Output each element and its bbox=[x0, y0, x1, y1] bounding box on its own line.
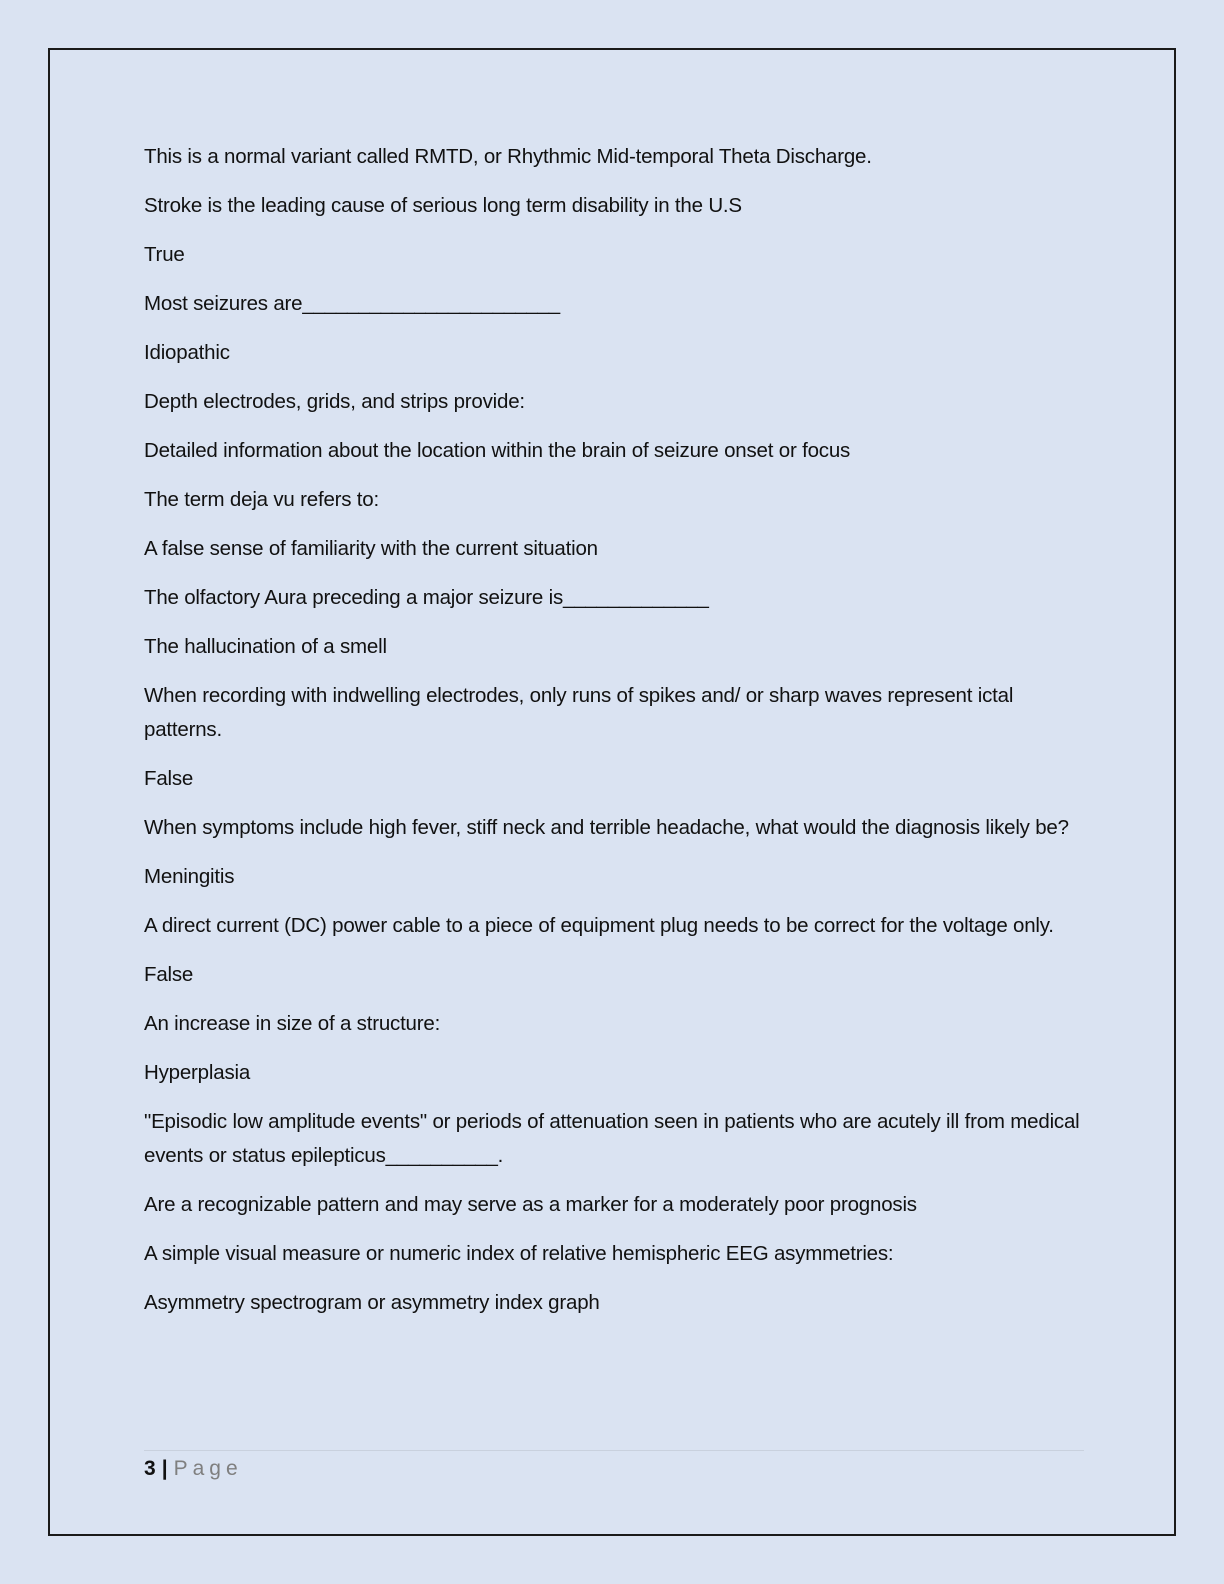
paragraph: False bbox=[144, 767, 194, 790]
paragraph: The term deja vu refers to: bbox=[144, 488, 380, 511]
paragraph: Are a recognizable pattern and may serve as a marker for a moderately poor prognosis bbox=[144, 1193, 917, 1216]
paragraph: "Episodic low amplitude events" or periods of attenuation seen in patients who are acutely ill from medical events or status epilepticus__________. bbox=[144, 1110, 1080, 1167]
paragraph: Asymmetry spectrogram or asymmetry index graph bbox=[144, 1291, 600, 1314]
paragraph: Idiopathic bbox=[144, 341, 230, 364]
paragraph: Meningitis bbox=[144, 865, 235, 888]
paragraph: Hyperplasia bbox=[144, 1061, 251, 1084]
paragraph: This is a normal variant called RMTD, or Rhythmic Mid-temporal Theta Discharge. bbox=[144, 145, 872, 168]
paragraph: Most seizures are_______________________ bbox=[144, 292, 561, 315]
paragraph: A false sense of familiarity with the current situation bbox=[144, 537, 598, 560]
page-footer bbox=[144, 1450, 1084, 1483]
paragraph: Stroke is the leading cause of serious long term disability in the U.S bbox=[144, 194, 742, 217]
paragraph: Detailed information about the location within the brain of seizure onset or focus bbox=[144, 439, 851, 462]
paragraph: An increase in size of a structure: bbox=[144, 1012, 441, 1035]
paragraph: Depth electrodes, grids, and strips provide: bbox=[144, 390, 525, 413]
paragraph: The olfactory Aura preceding a major seizure is_____________ bbox=[144, 586, 709, 609]
page-body bbox=[144, 140, 1084, 1335]
page-label: Page bbox=[173, 1457, 243, 1480]
paragraph: False bbox=[144, 963, 194, 986]
paragraph: True bbox=[144, 243, 185, 266]
paragraph: When symptoms include high fever, stiff neck and terrible headache, what would the diagnosis likely be? bbox=[144, 816, 1069, 839]
page-number: 3 bbox=[144, 1457, 156, 1480]
paragraph: A direct current (DC) power cable to a piece of equipment plug needs to be correct for the voltage only. bbox=[144, 914, 1054, 937]
paragraph: The hallucination of a smell bbox=[144, 635, 387, 658]
paragraph: A simple visual measure or numeric index of relative hemispheric EEG asymmetries: bbox=[144, 1242, 894, 1265]
paragraph: When recording with indwelling electrodes, only runs of spikes and/ or sharp waves represent ictal patterns. bbox=[144, 684, 1014, 741]
footer-separator: | bbox=[161, 1457, 168, 1480]
